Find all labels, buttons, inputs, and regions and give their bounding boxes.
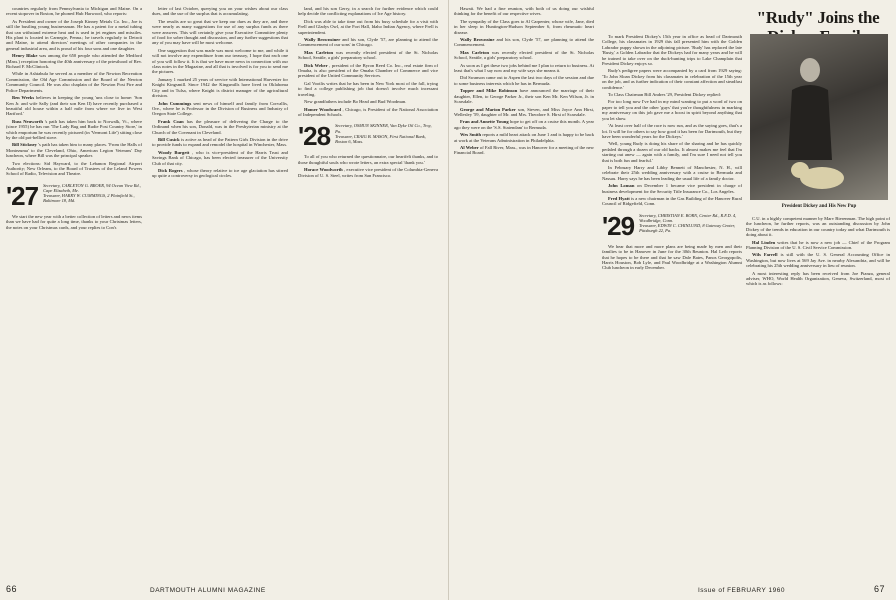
paragraph-text: hope to get off on a cruise this month. A year ago they were on the 'S.S. Statendam' to Bermuda. (454, 119, 594, 130)
photo-caption: President Dickey and His New Pup (781, 204, 857, 209)
paragraph (6, 6, 142, 17)
paragraph-text: Did Swanson came out to Aspen the last two days of the session and due to some business interests which he has in Bermuda. (454, 75, 594, 86)
paragraph (298, 19, 438, 35)
paragraph (152, 19, 288, 46)
paragraph-text: has the pleasure of delivering the Charge to the Ordinand when his son, Donald, was in the Presbyterian ministry at the Church of the Covenant in Cleveland. (152, 118, 288, 135)
paragraph-text: is still with the U. S. General Accounting Office in Washington, but now lives at 569 Jay Ave. in nearby Alexandria, and will be celebrating his 25th wedding anniversary in lieu of reunion. (746, 252, 890, 269)
person-name: Frank Coan (158, 118, 184, 124)
paragraph (6, 95, 142, 117)
paragraph (152, 6, 288, 17)
left-column-2 (152, 6, 288, 566)
headline-spacer (602, 6, 742, 34)
paragraph-text: As President and owner of the Joseph Kinney Metals Co. Inc., Joe is still the bustling young businessman. He has a patent for a metal tubing that can withstand extreme heat and is used in jet engines and missiles. His plant is located in Carnegie, Penna.; he travels regularly to Detroit and Maine, to attend directors' meetings of other companies in the general industrial area, and is proud of his four sons and one daughter. (6, 18, 142, 51)
paragraph-text: is active as head of the Pattern Girls Division in the drive to provide funds to expand and remodel the hospital in Winchester, Mass. (152, 136, 288, 148)
paragraph (152, 119, 288, 135)
paragraph (6, 119, 142, 141)
class-secretary: Secretary, CARLETON G. BROER, 94 Ocean View Rd., Cape Elizabeth, Me. (43, 182, 141, 193)
paragraph (152, 48, 288, 75)
paragraph-text: , whose theory relative to ice age glaciation has stirred up quite a controversy in geological circles. (152, 167, 288, 179)
person-name: Wally Brownsiner (304, 37, 341, 43)
paragraph-text: was recently elected president of the St. Nicholas School, Seattle, a girls' preparatory school. (298, 49, 438, 61)
paragraph-text: and his son, Clyde '57, are planning to attend the Commencement. (454, 37, 594, 48)
paragraph (298, 99, 438, 104)
paragraph-text: 'At least over half of the race is now run, and as the saying goes, that's a lot. It will be for others to say how good it has been for Dartmouth, but they have been wonderful years for the Dickeys.' (602, 123, 742, 139)
paragraph-text: believes in keeping the young 'uns close to home: 'Son Ken Jr. and wife Sally (and their son Ken II) have recently purchased a beautiful old house within a half mile from where we live in West Hartford.' (6, 95, 142, 117)
paragraph-text: of Fall River, Mass., was in Hanover for a meeting of the new Financial Board. (454, 144, 594, 156)
person-name: Topper and Mike Robinson (460, 88, 518, 94)
puppy-icon (788, 158, 852, 192)
person-name: Bill Cusick (158, 136, 180, 142)
paragraph-text: C.U. in a highly competent manner by Marv Bierenman. The high point of the luncheon, he further reports, was an outstanding discussion by John Dickey of the trends in education in our country today and what Dartmouth is doing about it. (746, 216, 890, 238)
paragraph-text: To all of you who returned the questionnaire, our heartfelt thanks, and to those thoughtful souls who wrote letters, an extra special 'thank you.' (298, 154, 438, 165)
right-page-number: 67 (874, 584, 886, 594)
person-name: Ben Weeks (12, 95, 35, 101)
person-name: Homer Woodward (304, 106, 341, 112)
class-29-heading (602, 210, 742, 241)
person-name: John Loman (608, 183, 635, 189)
paragraph-text: , Chicago, is President of the National Association of Independent Schools. (298, 106, 438, 117)
right-column-1 (454, 6, 594, 566)
paragraph (746, 252, 890, 268)
paragraph (298, 81, 438, 97)
paragraph-text: and his son, Clyde '57, are planning to attend the Commencement of our sons' in Chicago. (298, 37, 438, 48)
paragraph-text: sent news of himself and family from Corvallis, Ore., where he is Professor in the Division of Business and Industry of Oregon State College. (152, 100, 288, 117)
paragraph-text: son, Steven, and Miss Joyce Ann Hirst, Wellesley '59, daughter of Mr. and Mrs. Theodore S. Hirst of Scarsdale. (454, 106, 594, 117)
person-name: Wally Brownsine (460, 37, 495, 43)
paragraph-text: countries regularly from Pennsylvania to Michigan and Maine. On a recent stopover in Boston, he phoned Hub Harwood, who reports: (6, 6, 142, 17)
paragraph-text: As soon as I get these two jobs behind me I plan to return to business. At least that's what I say now and my wife says she means it. (454, 62, 594, 74)
class-officers (639, 213, 742, 234)
class-treasurer: Treasurer, CRAIG B. MASON, First National Bank, Boston 6, Mass. (335, 133, 426, 144)
paragraph-text: was recently elected president of the St. Nicholas School, Seattle, a girls' preparatory school. (454, 49, 594, 61)
class-year-number: '28 (298, 121, 331, 152)
paragraph (454, 145, 594, 156)
class-treasurer: Treasurer, HARRY W. CUMMINGS, 2 Plainfield St., Baltimore 18, Md. (43, 193, 135, 204)
paragraph (602, 123, 742, 139)
right-page (448, 0, 896, 600)
class-officers (335, 123, 438, 144)
person-name: Dick Weber (304, 62, 328, 68)
class-year-number: '27 (6, 180, 39, 211)
left-page-number: 66 (6, 584, 18, 594)
paragraph-text: We start the new year with a better collection of letters and news items than we have had for quite a long time, thanks to your Christmas letters, the notes on your Christmas cards, and your replies to Con's (6, 213, 142, 230)
paragraph (602, 68, 742, 90)
paragraph (746, 271, 890, 287)
paragraph-text: Two elections: Sid Hayward, to the Lebanon Regional Airport Authority; New Orleans, to the Board of Trustees of the Leland Powers School of Radio, Television and Theatre. (6, 160, 142, 177)
dickey-photo (750, 34, 888, 200)
paragraph-text: In February Harry and Libby Bennett of Manchester, N. H., will celebrate their 25th wedding anniversary with a cruise to Bermuda and Nassau. Harry says he has been leading the usual life of a family doctor. (602, 164, 742, 181)
paragraph (602, 244, 742, 271)
paragraph-text: have announced the marriage of their daughter, Ellen, to George Parker Jr., their son Ken Mr. Ken Wilson, Jr. in Scarsdale. (454, 88, 594, 105)
paragraph (454, 19, 594, 35)
person-name: Horace Woodworth (304, 167, 343, 173)
person-name: Hal Linden (752, 239, 776, 245)
paragraph (602, 165, 742, 181)
paragraph-text: was among the 650 people who attended the Medford (Mass.) reception honoring the 40th anniversary of the priesthood of Rev. Richard F. McClintock. (6, 53, 142, 70)
class-secretary: Secretary, OSMUN SKINNER, Van Dyke Oil Co., Troy, Pa. (335, 123, 432, 134)
paragraph (602, 183, 742, 194)
paragraph-text: , who is vice-president of the Harris Trust and Savings Bank of Chicago, has been elected treasurer of the University Club of that city. (152, 149, 288, 166)
person-name: Wils Farrell (752, 252, 778, 258)
paragraph (298, 107, 438, 118)
paragraph-text: writes that he is now a new job — Chief of the Program Planning Division of the U. S. Civil Service Commission. (746, 239, 890, 251)
person-name: Woody Burgett (158, 149, 190, 155)
paragraph-text: 's path has taken him back to Norwalk, Vt., where (since 1955) he has run 'The Lady Bug and Rudie Post Country Store,' in which emporium he was recently pictured (in 'Vermont Life') sitting close by the old pot-bellied stove. (6, 118, 142, 140)
paragraph-text: Rudy's pedigree papers were accompanied by a card from 1929 saying: 'To John Sloan Dickey from his classmates in celebration of the 15th year on the job, and as further indication of their constant affection and steadfast confidence.' (602, 68, 742, 90)
paragraph (298, 37, 438, 48)
paragraph-text: , executive vice president of the Columbia-Geneva Division of U. S. Steel, writes from San Francisco. (298, 167, 438, 178)
left-column-3 (298, 6, 438, 566)
paragraph-text: To mark President Dickey's 15th year in office as head of Dartmouth College, his classmates in 1929 this fall presented him with the Golden Labrador puppy shown in the adjoining picture. 'Rudy' has replaced the late 'Rusty,' a Golden Labrador that the Dickeys had for many years and he will be trained to take over on the duck-hunting trips to Lake Champlain that President Dickey enjoys so. (602, 34, 742, 67)
paragraph (602, 92, 742, 97)
paragraph (298, 63, 438, 79)
paragraph (6, 19, 142, 51)
person-name: Max Carleton (460, 49, 490, 55)
paragraph (602, 34, 742, 66)
class-treasurer: Treasurer, EDWIN C. CHINLUND, 8 Gateway Center, Pittsburgh 22, Pa. (639, 223, 735, 234)
person-name: Fran and Annette Young (460, 119, 509, 125)
paragraph (152, 168, 288, 179)
paragraph (6, 71, 142, 93)
paragraph-text: , president of the Byron Reed Co. Inc., real estate firm of Omaha, is also president of the Omaha Chamber of Commerce and vice president of the United Community Services. (298, 62, 438, 79)
paragraph (454, 132, 594, 143)
paragraph (152, 137, 288, 148)
left-column-1 (6, 6, 142, 566)
paragraph (454, 50, 594, 61)
paragraph (6, 161, 142, 177)
person-name: Wes Smith (460, 132, 482, 138)
paragraph-text: One suggestion that was made was most welcome to me, and while it will not involve any expenditure from our treasury, I hope that each one of you will follow it. It is that we have more news in connection with our class notes in the Magazine, and all that is involved is for you to send me the pictures. (152, 47, 288, 75)
person-figure-icon (780, 56, 840, 166)
paragraph (602, 196, 742, 207)
paragraph-text: For too long now I've had in my mind wanting to put a word of two on paper to tell you and the other 'guys' that you're thoughtfulness in marking my anniversary on this job gave me a boost in spirit beyond anything that you let show. (602, 99, 742, 121)
paragraph-text: 'Well, young Rudy is doing his share of the sharing and he has quickly pedaled through a dozen of our old backs. It almost makes me feel that I'm starting out anew — again with a family, and I'm sure I need not tell you that is both fun and fearful.' (602, 141, 742, 163)
paragraph (298, 50, 438, 61)
article-headline: "Rudy" Joins the (756, 8, 880, 27)
paragraph-text: letter of last October, querying you on your wishes about our class dues, and the use of the surplus that is accumulating. (152, 6, 288, 17)
person-name: Bill Stickney (12, 142, 37, 148)
person-name: Dick Rogers (158, 167, 183, 173)
right-column-2 (602, 6, 742, 566)
paragraph (454, 75, 594, 86)
paragraph-text: January 1 marked 25 years of service with International Harvester for Knight Kingsmill. Since 1942 the Kingsmills have lived in Oklahoma City and in Tulsa, where Knight is district manager of the agricultural division. (152, 76, 288, 99)
person-name: Al Weber (460, 144, 479, 150)
paragraph (152, 77, 288, 99)
paragraph-text: on December 1 became vice president in charge of business development for the Security Title Insurance Co., Los Angeles. (602, 183, 742, 194)
paragraph (6, 214, 142, 230)
paragraph-text: reports a mild heart attack on June 1 and is happy to be back at work at the Veterans Administration in Philadelphia. (454, 132, 594, 143)
paragraph (6, 53, 142, 69)
person-name: John Cummings (158, 100, 192, 106)
right-footer-title: Issue of FEBRUARY 1960 (698, 587, 785, 594)
paragraph (152, 101, 288, 117)
paragraph-text: New grandfathers include Bo Head and Bud Woodman. (304, 99, 407, 105)
paragraph (746, 240, 890, 251)
paragraph (454, 6, 594, 17)
paragraph (454, 37, 594, 48)
class-secretary: Secretary, CHRISTIAN E. BORN, Center Rd., R.F.D. 4, Woodbridge, Conn. (639, 212, 737, 223)
paragraph-text: land, and his son Gerry, in a search for further evidence which could help decide the conflicting explanations of Ice Age history. (298, 6, 438, 17)
paragraph (152, 150, 288, 166)
class-year-number: '29 (602, 210, 635, 241)
paragraph-text: Dick was able to take time out from his busy schedule for a visit with Frell and Gladys Owl, at the Fort Hall, Idaho Indian Agency, where Frell is superintendent. (298, 18, 438, 35)
paragraph (6, 142, 142, 158)
paragraph-text: Hawaii. We had a fine reunion, with both of us doing our wishful thinking for the benefit of our respective wives. (454, 6, 594, 17)
person-name: Fred Hyatt (608, 195, 630, 201)
paragraph-text: A most interesting reply has been received from Joe Pianza, general adviser, WHO, World Health Organization, Geneva, Switzerland, most of which is as follows: (746, 270, 890, 287)
person-name: Max Carleton (304, 49, 334, 55)
paragraph (454, 88, 594, 104)
paragraph (454, 63, 594, 74)
paragraph-text: The sympathy of the Class goes to Al Carpenter, whose wife, Jane, died in her sleep in Huntington-Hudson September 6, from rheumatic heart disease. (454, 18, 594, 35)
class-28-heading (298, 121, 438, 152)
person-name: George and Marion Parker (460, 106, 516, 112)
paragraph (602, 141, 742, 163)
class-27-heading (6, 180, 142, 211)
paragraph (298, 6, 438, 17)
paragraph-text: The results are so great that we keep our dues as they are, and there were nearly as many suggestions for use of any surplus funds as there were answers. This will certainly give your Executive Committee plenty of food for sober thought and discussion, and any further suggestions that any of you may have will be most welcome. (152, 18, 288, 46)
paragraph-text: To Class Chairman Bill Andres '29, President Dickey replied: (608, 92, 721, 98)
paragraph-text: While in Ashtabula he served as a member of the Newton Recreation Commission, the Old Age Commission and the Board of the Newton Community Council. He was also chaplain of the Newton Post Fire and Police Departments. (6, 71, 142, 93)
paragraph (602, 99, 742, 121)
paragraph-text: We hear that more and more plans are being made by men and their families to be in Hanover in June for the 30th Reunion. Hal Leib reports that he hopes to be there and that he saw Dale Bates, Panos Georgopolis, Harris Houston, Bob Lyle, and Paul Woodbridge at a Washington Alumni Club luncheon in early December. (602, 243, 742, 271)
paragraph (454, 119, 594, 130)
paragraph (454, 107, 594, 118)
left-footer-title: DARTMOUTH ALUMNI MAGAZINE (150, 587, 266, 594)
paragraph (746, 216, 890, 238)
paragraph (298, 167, 438, 178)
class-officers (43, 183, 142, 204)
paragraph-text: is a new chairman in the Gas Building of the Hanover Rural Council of Ridgefield, Conn. (602, 195, 742, 207)
person-name: Russ Neuworth (12, 118, 43, 124)
right-column-3 (746, 216, 890, 566)
paragraph (298, 154, 438, 165)
person-name: Henry Blake (12, 53, 38, 59)
paragraph-text: 's path has taken him to many places. 'From the Halls of Montezuma' to the Cleveland, Ohio, American Legion Veterans' Day luncheon, where Bill was the principal speaker. (6, 142, 142, 159)
paragraph-text: Gal Vootlis writes that he has been in New York most of the fall, trying to find a college publishing job that doesn't involve much incessant traveling. (298, 80, 438, 97)
